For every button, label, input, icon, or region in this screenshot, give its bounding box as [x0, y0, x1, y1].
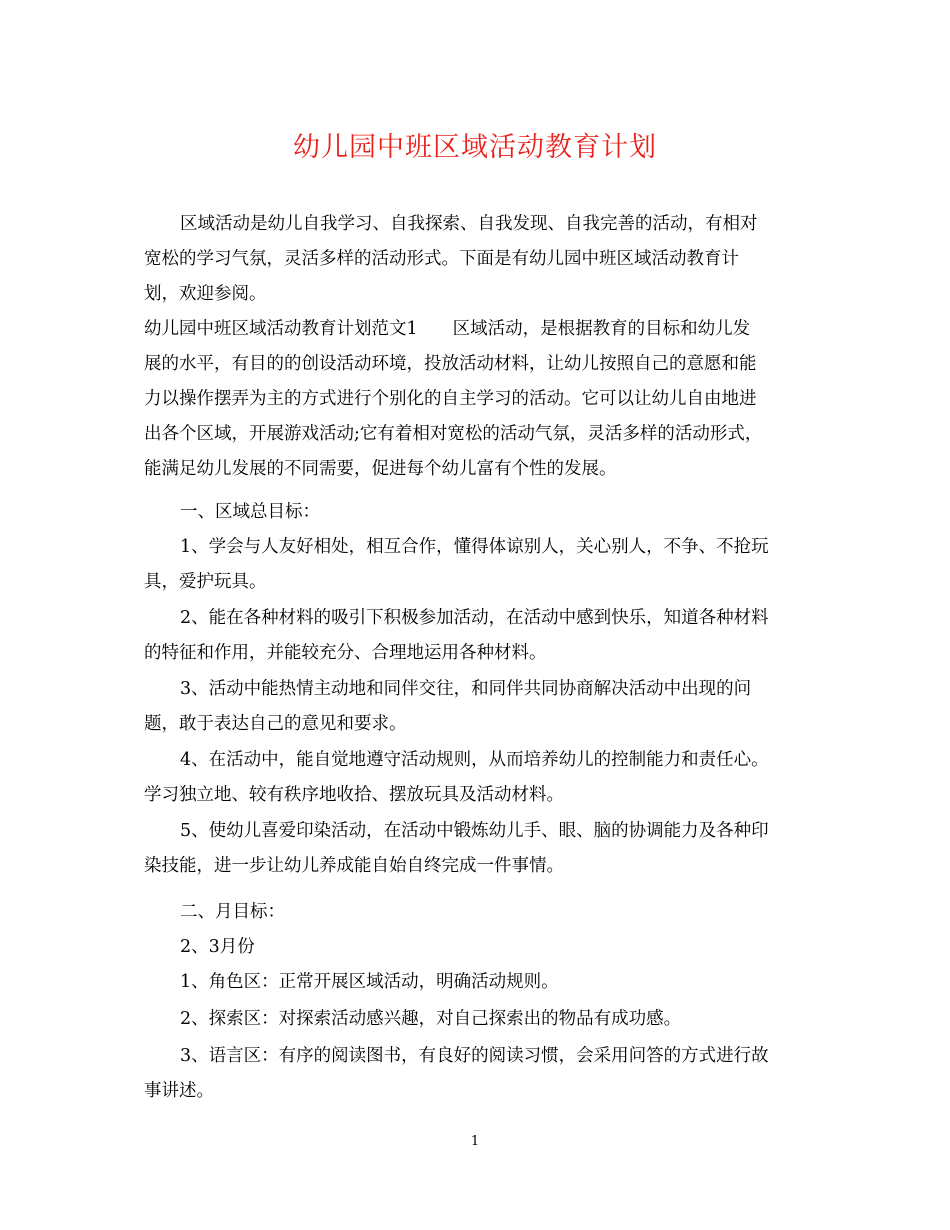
paragraph-goal-5	[144, 814, 814, 884]
paragraph-line: 学习独立地、较有秩序地收拾、摆放玩具及活动材料。	[144, 785, 564, 805]
paragraph-line: 一、区域总目标：	[180, 502, 320, 522]
paragraph-sample-1	[144, 312, 814, 487]
paragraph-goal-2	[144, 601, 814, 671]
paragraph-line: 出各个区域，开展游戏活动;它有着相对宽松的活动气氛，灵活多样的活动形式，	[144, 424, 763, 444]
paragraph-line: 3、语言区：有序的阅读图书，有良好的阅读习惯，会采用问答的方式进行故	[180, 1046, 769, 1066]
paragraph-line: 2、能在各种材料的吸引下积极参加活动，在活动中感到快乐，知道各种材料	[180, 608, 769, 628]
page-number: 1	[470, 1134, 480, 1149]
paragraph-line: 2、3月份	[180, 937, 255, 957]
paragraph-line: 具，爱护玩具。	[144, 572, 267, 592]
paragraph-line: 事讲述。	[144, 1081, 214, 1101]
heading-month-range	[144, 930, 814, 965]
paragraph-line: 5、使幼儿喜爱印染活动，在活动中锻炼幼儿手、眼、脑的协调能力及各种印	[180, 821, 769, 841]
document-title: 幼儿园中班区域活动教育计划	[293, 132, 657, 163]
paragraph-line: 题，敢于表达自己的意见和要求。	[144, 714, 407, 734]
paragraph-line: 展的水平，有目的的创设活动环境，投放活动材料，让幼儿按照自己的意愿和能	[144, 354, 757, 374]
paragraph-line: 4、在活动中，能自觉地遵守活动规则，从而培养幼儿的控制能力和责任心。	[180, 750, 769, 770]
paragraph-line: 1、学会与人友好相处，相互合作，懂得体谅别人，关心别人，不争、不抢玩	[180, 537, 769, 557]
paragraph-line: 幼儿园中班区域活动教育计划范文1 区域活动，是根据教育的目标和幼儿发	[144, 319, 751, 339]
paragraph-role-area	[144, 965, 814, 1000]
paragraph-line: 区域活动是幼儿自我学习、自我探索、自我发现、自我完善的活动，有相对	[180, 214, 758, 234]
paragraph-line: 宽松的学习气氛，灵活多样的活动形式。下面是有幼儿园中班区域活动教育计	[144, 249, 739, 269]
paragraph-line: 2、探索区：对探索活动感兴趣，对自己探索出的物品有成功感。	[180, 1009, 682, 1029]
paragraph-line: 二、月目标：	[180, 902, 285, 922]
paragraph-goal-1	[144, 530, 814, 600]
paragraph-line: 划，欢迎参阅。	[144, 284, 267, 304]
paragraph-line: 1、角色区：正常开展区域活动，明确活动规则。	[180, 972, 559, 992]
heading-overall-goals	[144, 495, 814, 530]
paragraph-line: 3、活动中能热情主动地和同伴交往，和同伴共同协商解决活动中出现的问	[180, 679, 752, 699]
paragraph-intro	[144, 207, 814, 312]
paragraph-exploration-area	[144, 1002, 814, 1037]
paragraph-line: 能满足幼儿发展的不同需要，促进每个幼儿富有个性的发展。	[144, 459, 617, 479]
paragraph-line: 力以操作摆弄为主的方式进行个别化的自主学习的活动。它可以让幼儿自由地进	[144, 389, 757, 409]
heading-monthly-goals	[144, 895, 814, 930]
paragraph-goal-4	[144, 743, 814, 813]
paragraph-line: 的特征和作用，并能较充分、合理地运用各种材料。	[144, 643, 547, 663]
paragraph-language-area	[144, 1039, 814, 1109]
paragraph-goal-3	[144, 672, 814, 742]
paragraph-line: 染技能，进一步让幼儿养成能自始自终完成一件事情。	[144, 856, 564, 876]
